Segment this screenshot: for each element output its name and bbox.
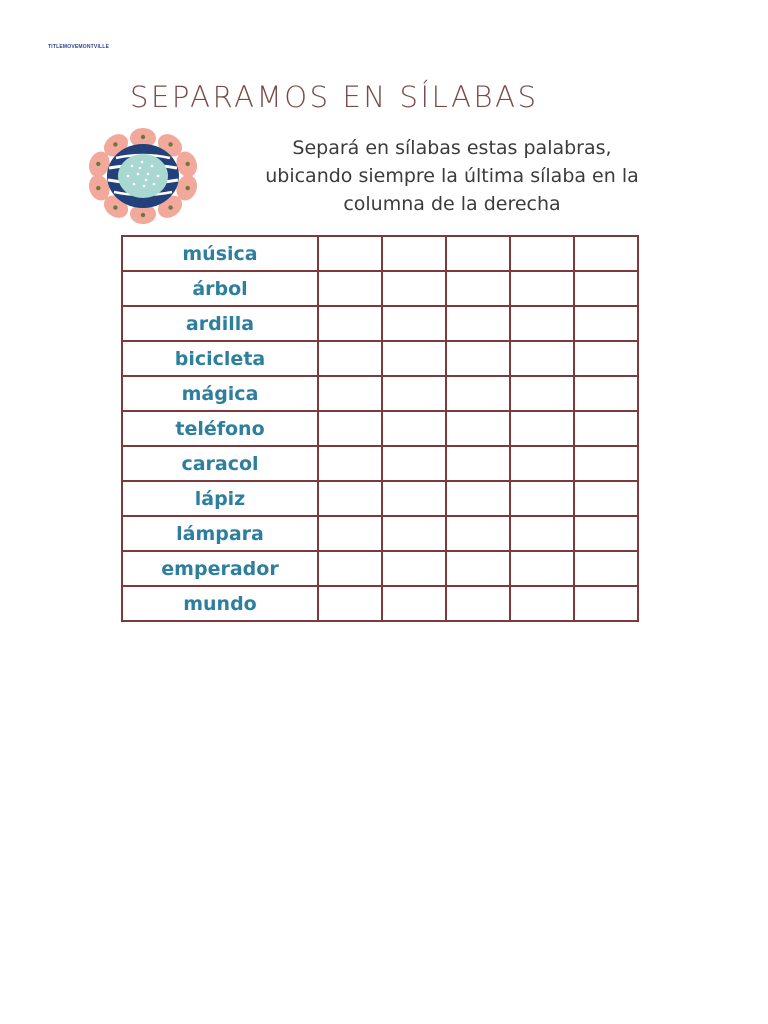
word-cell: árbol: [122, 271, 318, 306]
syllable-cell[interactable]: [318, 236, 382, 271]
center-dot: [139, 167, 142, 170]
petal-dot: [168, 142, 172, 146]
table-row: [122, 551, 638, 586]
syllable-cell[interactable]: [382, 306, 446, 341]
word-cell: bicicleta: [122, 341, 318, 376]
syllable-cell[interactable]: [446, 271, 510, 306]
table-row: [122, 446, 638, 481]
center-dot: [137, 173, 140, 176]
syllable-cell[interactable]: [574, 586, 638, 621]
word-cell: música: [122, 236, 318, 271]
syllable-cell[interactable]: [574, 411, 638, 446]
syllable-cell[interactable]: [446, 481, 510, 516]
syllable-cell[interactable]: [574, 271, 638, 306]
syllable-cell[interactable]: [510, 306, 574, 341]
syllable-cell[interactable]: [574, 306, 638, 341]
center-dot: [147, 173, 150, 176]
syllable-cell[interactable]: [382, 551, 446, 586]
syllable-cell[interactable]: [510, 481, 574, 516]
syllable-cell[interactable]: [446, 236, 510, 271]
center-dot: [127, 175, 130, 178]
instruction-line-2: ubicando siempre la última sílaba en la: [265, 165, 639, 187]
table-row: [122, 306, 638, 341]
word-cell: teléfono: [122, 411, 318, 446]
center-dot: [145, 179, 148, 182]
instruction-text: [222, 134, 682, 218]
petal-dot: [186, 186, 190, 190]
petal-dot: [168, 205, 172, 209]
syllable-cell[interactable]: [446, 341, 510, 376]
syllable-cell[interactable]: [318, 551, 382, 586]
syllable-cell[interactable]: [446, 551, 510, 586]
syllable-cell[interactable]: [318, 341, 382, 376]
syllable-cell[interactable]: [574, 236, 638, 271]
syllable-cell[interactable]: [318, 411, 382, 446]
syllable-cell[interactable]: [318, 586, 382, 621]
center-dot: [133, 183, 136, 186]
syllable-cell[interactable]: [574, 446, 638, 481]
table-row: [122, 411, 638, 446]
syllable-cell[interactable]: [510, 271, 574, 306]
syllable-cell[interactable]: [318, 376, 382, 411]
petal-dot: [96, 186, 100, 190]
center-dot: [141, 161, 144, 164]
syllable-cell[interactable]: [510, 586, 574, 621]
syllable-cell[interactable]: [446, 586, 510, 621]
syllable-cell[interactable]: [574, 481, 638, 516]
table-row: [122, 586, 638, 621]
word-cell: lámpara: [122, 516, 318, 551]
word-cell: lápiz: [122, 481, 318, 516]
syllable-cell[interactable]: [510, 551, 574, 586]
syllable-cell[interactable]: [446, 446, 510, 481]
table-row: [122, 271, 638, 306]
syllable-cell[interactable]: [574, 341, 638, 376]
center-dot: [151, 165, 154, 168]
syllable-cell[interactable]: [382, 271, 446, 306]
syllable-cell[interactable]: [510, 236, 574, 271]
table-row: [122, 341, 638, 376]
source-mark: TITLEMOVEMONTVILLE: [48, 44, 110, 50]
center-dot: [131, 165, 134, 168]
petal-dot: [113, 205, 117, 209]
petal-dot: [141, 213, 145, 217]
word-cell: mágica: [122, 376, 318, 411]
syllable-cell[interactable]: [318, 446, 382, 481]
syllable-cell[interactable]: [382, 236, 446, 271]
syllable-cell[interactable]: [382, 411, 446, 446]
table-row: [122, 481, 638, 516]
page-title: SEPARAMOS EN SÍLABAS: [130, 80, 539, 114]
center-dot: [153, 183, 156, 186]
syllable-cell[interactable]: [382, 586, 446, 621]
petal-dot: [186, 162, 190, 166]
instruction-line-3: columna de la derecha: [343, 193, 561, 215]
syllable-cell[interactable]: [382, 516, 446, 551]
petal-dot: [96, 162, 100, 166]
syllable-cell[interactable]: [446, 306, 510, 341]
word-cell: ardilla: [122, 306, 318, 341]
instruction-line-1: Separá en sílabas estas palabras,: [292, 137, 612, 159]
syllable-cell[interactable]: [510, 411, 574, 446]
syllable-cell[interactable]: [382, 341, 446, 376]
syllable-cell[interactable]: [446, 516, 510, 551]
syllable-cell[interactable]: [510, 446, 574, 481]
word-cell: mundo: [122, 586, 318, 621]
syllable-cell[interactable]: [318, 516, 382, 551]
syllable-cell[interactable]: [318, 306, 382, 341]
syllable-table: [121, 235, 639, 622]
syllable-cell[interactable]: [446, 411, 510, 446]
word-cell: emperador: [122, 551, 318, 586]
syllable-cell[interactable]: [574, 551, 638, 586]
syllable-cell[interactable]: [510, 516, 574, 551]
syllable-cell[interactable]: [510, 376, 574, 411]
center-dot: [143, 185, 146, 188]
syllable-cell[interactable]: [382, 446, 446, 481]
table-row: [122, 376, 638, 411]
syllable-cell[interactable]: [382, 481, 446, 516]
table-row: [122, 236, 638, 271]
syllable-cell[interactable]: [318, 271, 382, 306]
center-dot: [157, 175, 160, 178]
flower-icon: [82, 128, 204, 224]
syllable-cell[interactable]: [382, 376, 446, 411]
petal-dot: [141, 135, 145, 139]
syllable-cell[interactable]: [510, 341, 574, 376]
syllable-cell[interactable]: [574, 516, 638, 551]
word-cell: caracol: [122, 446, 318, 481]
table-row: [122, 516, 638, 551]
syllable-cell[interactable]: [446, 376, 510, 411]
syllable-cell[interactable]: [318, 481, 382, 516]
petal-dot: [113, 142, 117, 146]
syllable-cell[interactable]: [574, 376, 638, 411]
